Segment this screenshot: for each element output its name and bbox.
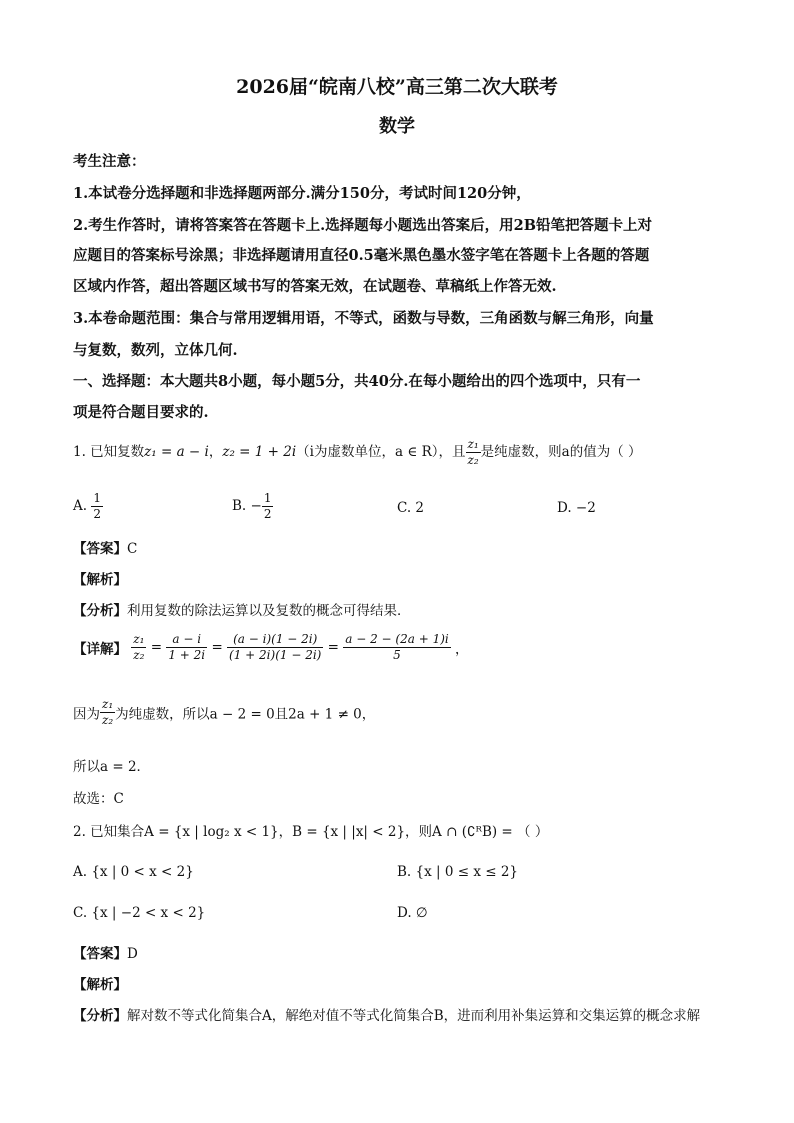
q2-answer: 【答案】D <box>73 946 138 962</box>
notice-item-2-line-2: 应题目的答案标号涂黑；非选择题请用直径0.5毫米黑色墨水签字笔在答题卡上各题的答题 <box>73 247 650 264</box>
notice-item-2-line-3: 区域内作答，超出答题区域书写的答案无效，在试题卷、草稿纸上作答无效. <box>73 278 557 295</box>
notice-item-2-line-1: 2.考生作答时，请将答案答在答题卡上.选择题每小题选出答案后，用2B铅笔把答题卡上对 <box>73 217 653 234</box>
q1-option-b: B. − $\frac{1}{2}$ <box>232 491 272 522</box>
section-1-line-2: 项是符合题目要求的. <box>73 404 209 421</box>
q1-prefix: 1. 已知复数 <box>73 444 145 461</box>
q1-cond: （i为虚数单位，a ∈ R），且 <box>296 444 466 461</box>
q1-analysis-tag: 【解析】 <box>73 572 127 588</box>
notice-item-3-line-2: 与复数，数列，立体几何. <box>73 342 238 359</box>
q1-option-a: A. $\frac{1}{2}$ <box>73 491 101 522</box>
q2-option-a: A. {x | 0 < x < 2} <box>73 864 194 880</box>
q1-z2: z₂ = 1 + 2i <box>222 444 297 461</box>
q1-so: 所以a = 2． <box>73 759 151 775</box>
notice-item-3-line-1: 3.本卷命题范围：集合与常用逻辑用语，不等式，函数与导数，三角函数与解三角形，向量 <box>73 310 654 327</box>
q1-option-d: D. −2 <box>557 500 596 516</box>
q1-answer: 【答案】C <box>73 541 138 557</box>
q2-fenxi: 【分析】解对数不等式化简集合A，解绝对值不等式化简集合B，进而利用补集运算和交集运算的概念求解 <box>73 1008 701 1024</box>
notice-heading: 考生注意： <box>73 153 146 170</box>
q1-sep: ， <box>208 444 223 461</box>
q1-stem <box>73 438 642 467</box>
q1-fenxi: 【分析】利用复数的除法运算以及复数的概念可得结果． <box>73 603 411 619</box>
q1-choose: 故选：C <box>73 791 124 807</box>
q1-fraction: $\frac{\text{z₁}}{\text{z₂}}$ <box>467 437 479 468</box>
q1-z1: z₁ = a − i <box>144 444 209 461</box>
q2-option-b: B. {x | 0 ≤ x ≤ 2} <box>397 864 519 880</box>
q2-option-c: C. {x | −2 < x < 2} <box>73 905 206 921</box>
q1-option-c: C. 2 <box>397 500 425 516</box>
q2-analysis-tag: 【解析】 <box>73 977 127 993</box>
q2-option-d: D. ∅ <box>397 905 428 921</box>
q1-suffix: 是纯虚数，则a的值为（ ） <box>480 444 642 461</box>
q1-detail: 【详解】 $\frac{\text{z₁}}{\text{z₂}}$ = $\frac{a - i}{1 + 2i}$ = $\frac{(a - i)(1 - 2i)}{(1 + 2i)(1 - 2i)}$ = $\frac{a - 2 - (2a + 1)i}{5}$ ， <box>73 632 469 663</box>
q2-stem: 2. 已知集合A = {x | log₂ x < 1}，B = {x | |x| < 2}，则A ∩ (∁ᴿB) = （ ） <box>73 824 549 840</box>
subject-title: 数学 <box>379 116 415 137</box>
section-1-line-1: 一、选择题：本大题共8小题，每小题5分，共40分.在每小题给出的四个选项中，只有一 <box>73 373 641 390</box>
exam-title: 2026届“皖南八校”高三第二次大联考 <box>236 76 558 98</box>
notice-item-1: 1.本试卷分选择题和非选择题两部分.满分150分，考试时间120分钟， <box>73 185 531 202</box>
q1-because: 因为 $\frac{\text{z₁}}{\text{z₂}}$ 为纯虚数，所以a − 2 = 0且2a + 1 ≠ 0， <box>73 697 376 728</box>
